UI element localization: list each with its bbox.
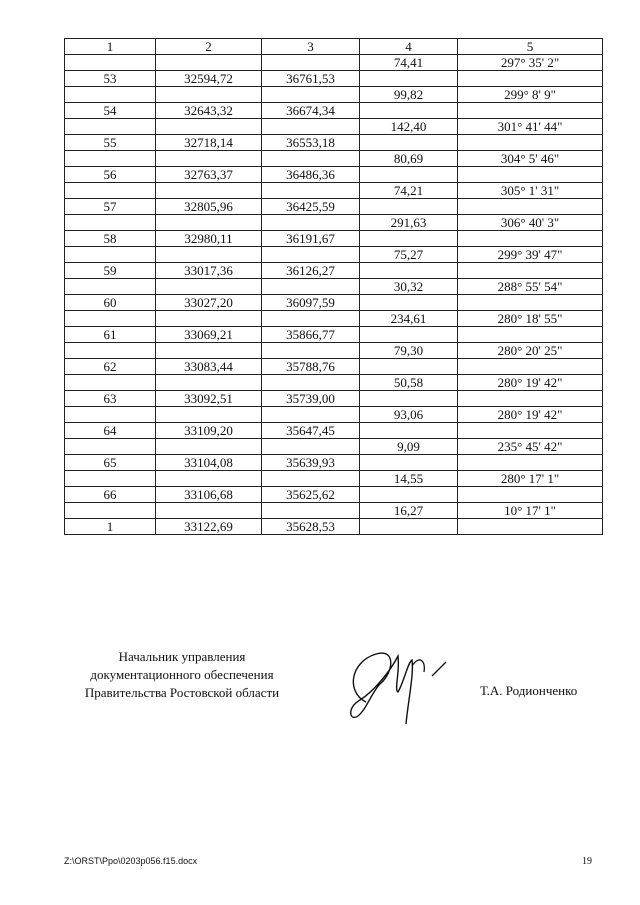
table-cell [360, 263, 458, 279]
table-cell: 291,63 [360, 215, 458, 231]
table-cell: 35866,77 [262, 327, 360, 343]
table-row [65, 311, 603, 327]
table-cell [65, 151, 156, 167]
table-cell [360, 455, 458, 471]
table-cell [65, 119, 156, 135]
table-cell [156, 215, 262, 231]
table-cell: 64 [65, 423, 156, 439]
table-cell [458, 135, 603, 151]
table-cell [65, 311, 156, 327]
table-cell: 54 [65, 103, 156, 119]
header-cell: 5 [458, 39, 603, 55]
table-row [65, 71, 603, 87]
table-cell: 299° 8' 9" [458, 87, 603, 103]
table-cell [262, 55, 360, 71]
table-cell [65, 471, 156, 487]
table-cell [262, 439, 360, 455]
table-cell: 59 [65, 263, 156, 279]
table-cell: 60 [65, 295, 156, 311]
table-row [65, 183, 603, 199]
table-cell: 33069,21 [156, 327, 262, 343]
table-cell [262, 407, 360, 423]
table-cell [458, 167, 603, 183]
table-cell [156, 407, 262, 423]
table-cell [262, 279, 360, 295]
handwritten-signature [336, 632, 456, 732]
table-header-row [65, 39, 603, 55]
table-cell: 65 [65, 455, 156, 471]
table-cell: 235° 45' 42" [458, 439, 603, 455]
table-cell: 57 [65, 199, 156, 215]
table-cell [156, 471, 262, 487]
table-cell: 56 [65, 167, 156, 183]
table-cell: 63 [65, 391, 156, 407]
table-row [65, 327, 603, 343]
table-cell [156, 87, 262, 103]
table-cell [65, 183, 156, 199]
table-cell: 33083,44 [156, 359, 262, 375]
table-row [65, 439, 603, 455]
table-row [65, 55, 603, 71]
table-cell: 75,27 [360, 247, 458, 263]
table-cell: 74,41 [360, 55, 458, 71]
table-cell [458, 263, 603, 279]
table-cell [262, 119, 360, 135]
table-cell: 30,32 [360, 279, 458, 295]
table-row [65, 519, 603, 535]
table-cell [65, 407, 156, 423]
table-cell: 288° 55' 54" [458, 279, 603, 295]
table-cell [360, 103, 458, 119]
table-cell [65, 55, 156, 71]
table-cell [156, 247, 262, 263]
table-row [65, 407, 603, 423]
table-cell: 305° 1' 31" [458, 183, 603, 199]
table-row [65, 343, 603, 359]
header-cell: 1 [65, 39, 156, 55]
table-cell [458, 103, 603, 119]
table-cell: 33104,08 [156, 455, 262, 471]
table-cell: 297° 35' 2" [458, 55, 603, 71]
table-cell: 32763,37 [156, 167, 262, 183]
table-row [65, 391, 603, 407]
table-cell [360, 519, 458, 535]
table-cell [262, 215, 360, 231]
table-cell [360, 167, 458, 183]
table-cell [458, 295, 603, 311]
table-cell [65, 343, 156, 359]
table-cell [262, 343, 360, 359]
coordinates-table [64, 38, 603, 535]
table-cell: 36761,53 [262, 71, 360, 87]
table-cell: 301° 41' 44" [458, 119, 603, 135]
table-body [65, 55, 603, 535]
table-cell: 32594,72 [156, 71, 262, 87]
table-cell [65, 87, 156, 103]
table-cell: 280° 18' 55" [458, 311, 603, 327]
table-cell [360, 423, 458, 439]
table-cell: 299° 39' 47" [458, 247, 603, 263]
table-cell [156, 151, 262, 167]
table-cell [360, 199, 458, 215]
table-cell: 33109,20 [156, 423, 262, 439]
table-cell [156, 119, 262, 135]
page-number: 19 [582, 856, 592, 867]
table-cell [262, 151, 360, 167]
table-row [65, 231, 603, 247]
table-cell: 36553,18 [262, 135, 360, 151]
table-cell: 234,61 [360, 311, 458, 327]
table-cell [360, 327, 458, 343]
table-cell: 16,27 [360, 503, 458, 519]
table-cell: 36425,59 [262, 199, 360, 215]
table-cell [156, 183, 262, 199]
table-cell: 33017,36 [156, 263, 262, 279]
table-cell: 36097,59 [262, 295, 360, 311]
table-cell: 58 [65, 231, 156, 247]
table-cell [458, 423, 603, 439]
table-cell [262, 87, 360, 103]
table-cell: 280° 19' 42" [458, 407, 603, 423]
table-cell [360, 71, 458, 87]
table-cell: 35628,53 [262, 519, 360, 535]
signatory-name: Т.А. Родионченко [480, 683, 578, 698]
table-cell: 10° 17' 1" [458, 503, 603, 519]
table-row [65, 215, 603, 231]
table-cell [360, 231, 458, 247]
signatory-position [64, 648, 300, 702]
table-cell [458, 487, 603, 503]
table-cell: 36126,27 [262, 263, 360, 279]
table-cell: 142,40 [360, 119, 458, 135]
table-row [65, 119, 603, 135]
table-cell [360, 487, 458, 503]
position-line: Правительства Ростовской области [84, 685, 280, 700]
table-cell [458, 231, 603, 247]
table-cell: 36674,34 [262, 103, 360, 119]
table-cell [262, 503, 360, 519]
table-cell [360, 391, 458, 407]
position-line: документационного обеспечения [90, 667, 274, 682]
table-row [65, 247, 603, 263]
table-row [65, 471, 603, 487]
table-row [65, 151, 603, 167]
table-cell [156, 375, 262, 391]
table-cell [65, 375, 156, 391]
table-cell [65, 215, 156, 231]
table-cell [65, 247, 156, 263]
table-cell [458, 519, 603, 535]
table-cell [458, 391, 603, 407]
table-cell: 33027,20 [156, 295, 262, 311]
table-cell: 50,58 [360, 375, 458, 391]
table-cell: 33122,69 [156, 519, 262, 535]
table-row [65, 279, 603, 295]
table-cell [156, 439, 262, 455]
file-path: Z:\ORST\Ppo\0203p056.f15.docx [64, 856, 198, 866]
table-cell [360, 359, 458, 375]
table-cell [458, 327, 603, 343]
table-cell: 33092,51 [156, 391, 262, 407]
table-cell: 32718,14 [156, 135, 262, 151]
table-cell [65, 279, 156, 295]
table-cell [156, 311, 262, 327]
table-cell: 93,06 [360, 407, 458, 423]
table-cell [65, 503, 156, 519]
table-cell: 35639,93 [262, 455, 360, 471]
header-cell: 2 [156, 39, 262, 55]
table-row [65, 295, 603, 311]
table-row [65, 375, 603, 391]
table-cell [262, 375, 360, 391]
table-cell: 32805,96 [156, 199, 262, 215]
table-cell: 35739,00 [262, 391, 360, 407]
table-cell [156, 343, 262, 359]
table-cell [156, 503, 262, 519]
table-cell: 53 [65, 71, 156, 87]
table-cell: 79,30 [360, 343, 458, 359]
table-cell: 74,21 [360, 183, 458, 199]
table-row [65, 263, 603, 279]
table-cell: 55 [65, 135, 156, 151]
table-cell [156, 55, 262, 71]
table-cell [458, 359, 603, 375]
table-row [65, 135, 603, 151]
table-row [65, 199, 603, 215]
table-row [65, 103, 603, 119]
table-cell [458, 71, 603, 87]
table-row [65, 167, 603, 183]
table-cell [262, 247, 360, 263]
table-row [65, 359, 603, 375]
table-cell: 61 [65, 327, 156, 343]
table-cell: 14,55 [360, 471, 458, 487]
header-cell: 4 [360, 39, 458, 55]
table-cell [360, 295, 458, 311]
table-cell: 80,69 [360, 151, 458, 167]
table-cell: 99,82 [360, 87, 458, 103]
table-cell: 35788,76 [262, 359, 360, 375]
table-cell [65, 439, 156, 455]
table-cell: 306° 40' 3" [458, 215, 603, 231]
table-cell: 35625,62 [262, 487, 360, 503]
table-cell: 35647,45 [262, 423, 360, 439]
table-cell [360, 135, 458, 151]
table-cell: 62 [65, 359, 156, 375]
table-cell: 1 [65, 519, 156, 535]
table-cell [262, 311, 360, 327]
table-row [65, 487, 603, 503]
table-cell [262, 183, 360, 199]
position-line: Начальник управления [118, 649, 246, 664]
table-row [65, 503, 603, 519]
table-cell: 32980,11 [156, 231, 262, 247]
table-cell [262, 471, 360, 487]
table-row [65, 455, 603, 471]
table-cell: 280° 19' 42" [458, 375, 603, 391]
table-cell: 33106,68 [156, 487, 262, 503]
table-cell: 280° 20' 25" [458, 343, 603, 359]
table-cell [458, 199, 603, 215]
table-cell: 32643,32 [156, 103, 262, 119]
table-cell: 66 [65, 487, 156, 503]
table-cell: 280° 17' 1" [458, 471, 603, 487]
table-row [65, 87, 603, 103]
table-cell [156, 279, 262, 295]
table-cell [458, 455, 603, 471]
table-cell: 9,09 [360, 439, 458, 455]
table-cell: 304° 5' 46" [458, 151, 603, 167]
table-cell: 36486,36 [262, 167, 360, 183]
header-cell: 3 [262, 39, 360, 55]
table-row [65, 423, 603, 439]
table-cell: 36191,67 [262, 231, 360, 247]
